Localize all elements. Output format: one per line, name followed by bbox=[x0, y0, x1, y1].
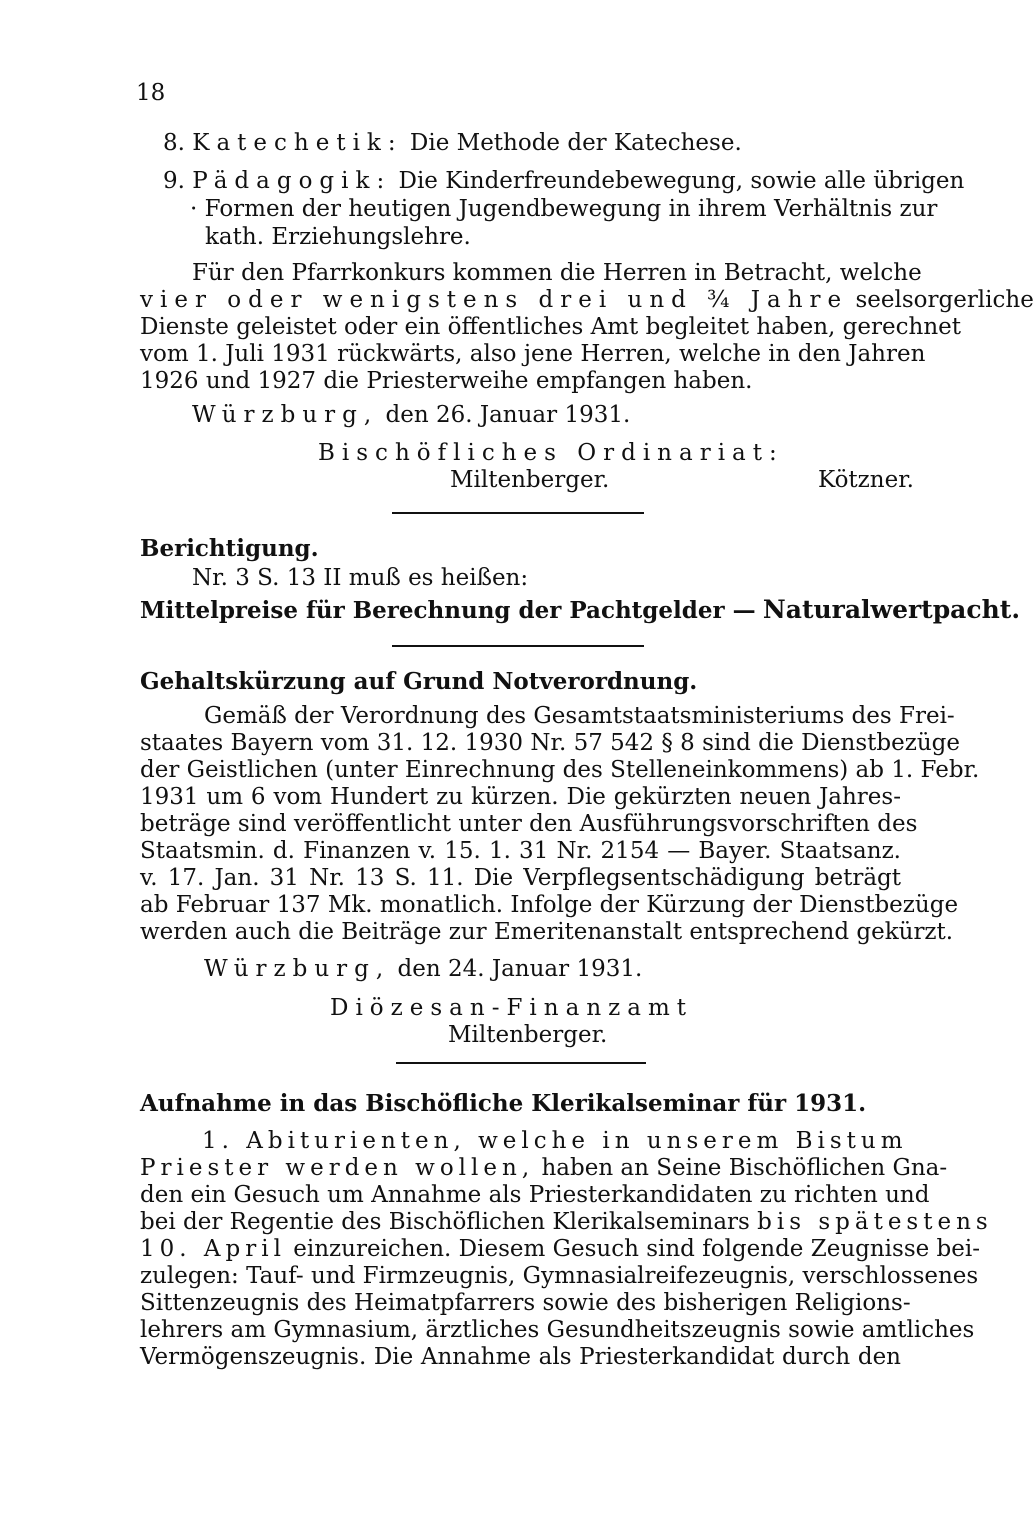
issuing-authority: Bischöfliches Ordinariat: bbox=[318, 440, 784, 466]
list-item-8 bbox=[163, 130, 742, 157]
spaced-text: Priester werden wollen, bbox=[140, 1155, 535, 1181]
place-date bbox=[204, 956, 642, 983]
paragraph-text: seelsorgerliche bbox=[855, 287, 1034, 313]
paragraph-line: ab Februar 137 Mk. monatlich. Infolge der Kürzung der Dienstbezüge bbox=[140, 892, 959, 918]
paragraph-text: bei der Regentie des Bischöflichen Klerikalseminars bbox=[140, 1209, 750, 1235]
paragraph-text: haben an Seine Bischöflichen Gna- bbox=[541, 1155, 948, 1181]
paragraph-line: zulegen: Tauf- und Firmzeugnis, Gymnasialreifezeugnis, verschlossenes bbox=[140, 1263, 979, 1289]
paragraph-line: staates Bayern vom 31. 12. 1930 Nr. 57 542 § 8 sind die Dienstbezüge bbox=[140, 730, 960, 756]
page-number: 18 bbox=[136, 80, 166, 106]
place-date bbox=[192, 402, 630, 429]
paragraph-line: lehrers am Gymnasium, ärztliches Gesundheitszeugnis sowie amtliches bbox=[140, 1317, 975, 1343]
place: Würzburg, bbox=[204, 956, 391, 982]
item-number: 9. bbox=[163, 168, 185, 194]
spaced-text: vier oder wenigstens drei und ¾ Jahre bbox=[140, 287, 849, 313]
paragraph-line: Für den Pfarrkonkurs kommen die Herren in Betracht, welche bbox=[192, 260, 922, 286]
paragraph-line: Staatsmin. d. Finanzen v. 15. 1. 31 Nr. 2154 — Bayer. Staatsanz. bbox=[140, 838, 901, 864]
correction-label: Mittelpreise für Berechnung der Pachtgelder — bbox=[140, 597, 756, 624]
signature-name: Kötzner. bbox=[818, 467, 914, 493]
paragraph-line: Dienste geleistet oder ein öffentliches Amt begleitet haben, gerechnet bbox=[140, 314, 961, 340]
paragraph-line: 1. Abiturienten, welche in unserem Bistum bbox=[202, 1128, 908, 1154]
section-divider bbox=[396, 1062, 646, 1064]
paragraph-line: Sittenzeugnis des Heimatpfarrers sowie des bisherigen Religions- bbox=[140, 1290, 911, 1316]
item-text: Die Kinderfreundebewegung, sowie alle übrigen bbox=[398, 168, 965, 194]
signature-name: Miltenberger. bbox=[450, 467, 610, 493]
paragraph-text: einzureichen. Diesem Gesuch sind folgende Zeugnisse bei- bbox=[293, 1236, 981, 1262]
paragraph-line: v. 17. Jan. 31 Nr. 13 S. 11. Die Verpflegsentschädigung beträgt bbox=[140, 865, 901, 891]
correction-text bbox=[140, 596, 1020, 625]
paragraph-line: 1931 um 6 vom Hundert zu kürzen. Die gekürzten neuen Jahres- bbox=[140, 784, 901, 810]
issuing-authority: Diözesan-Finanzamt bbox=[330, 995, 694, 1021]
correction-reference: Nr. 3 S. 13 II muß es heißen: bbox=[192, 565, 529, 591]
signature-name: Miltenberger. bbox=[448, 1022, 608, 1048]
paragraph-line: werden auch die Beiträge zur Emeritenanstalt entsprechend gekürzt. bbox=[140, 919, 954, 945]
spaced-text: 10. April bbox=[140, 1236, 286, 1262]
paragraph-line: Gemäß der Verordnung des Gesamtstaatsministeriums des Frei- bbox=[204, 703, 955, 729]
paragraph-line: beträge sind veröffentlicht unter den Ausführungsvorschriften des bbox=[140, 811, 918, 837]
paragraph-line: den ein Gesuch um Annahme als Priesterkandidaten zu richten und bbox=[140, 1182, 930, 1208]
section-heading: Berichtigung. bbox=[140, 535, 319, 562]
item-term: Pädagogik: bbox=[192, 168, 392, 194]
correction-term: Naturalwertpacht. bbox=[762, 595, 1021, 624]
paragraph-line bbox=[140, 1236, 981, 1263]
spaced-text: bis spätestens bbox=[757, 1209, 993, 1235]
paragraph-line: Vermögenszeugnis. Die Annahme als Priesterkandidat durch den bbox=[140, 1344, 901, 1370]
item-text: Die Methode der Katechese. bbox=[409, 130, 742, 156]
section-heading: Aufnahme in das Bischöfliche Klerikalseminar für 1931. bbox=[140, 1090, 867, 1117]
item-number: 8. bbox=[163, 130, 185, 156]
item-9-continuation: · Formen der heutigen Jugendbewegung in ihrem Verhältnis zur bbox=[190, 196, 938, 222]
place: Würzburg, bbox=[192, 402, 379, 428]
section-divider bbox=[392, 645, 644, 647]
section-heading: Gehaltskürzung auf Grund Notverordnung. bbox=[140, 668, 698, 695]
item-9-continuation: kath. Erziehungslehre. bbox=[205, 224, 471, 250]
paragraph-line bbox=[140, 287, 1034, 314]
paragraph-line: 1926 und 1927 die Priesterweihe empfangen haben. bbox=[140, 368, 753, 394]
paragraph-line: der Geistlichen (unter Einrechnung des Stelleneinkommens) ab 1. Febr. bbox=[140, 757, 980, 783]
date: den 24. Januar 1931. bbox=[397, 956, 643, 982]
item-term: Katechetik: bbox=[192, 130, 403, 156]
paragraph-line: vom 1. Juli 1931 rückwärts, also jene Herren, welche in den Jahren bbox=[140, 341, 926, 367]
list-item-9 bbox=[163, 168, 965, 195]
paragraph-line bbox=[140, 1155, 948, 1182]
date: den 26. Januar 1931. bbox=[385, 402, 631, 428]
section-divider bbox=[392, 512, 644, 514]
paragraph-line bbox=[140, 1209, 993, 1236]
